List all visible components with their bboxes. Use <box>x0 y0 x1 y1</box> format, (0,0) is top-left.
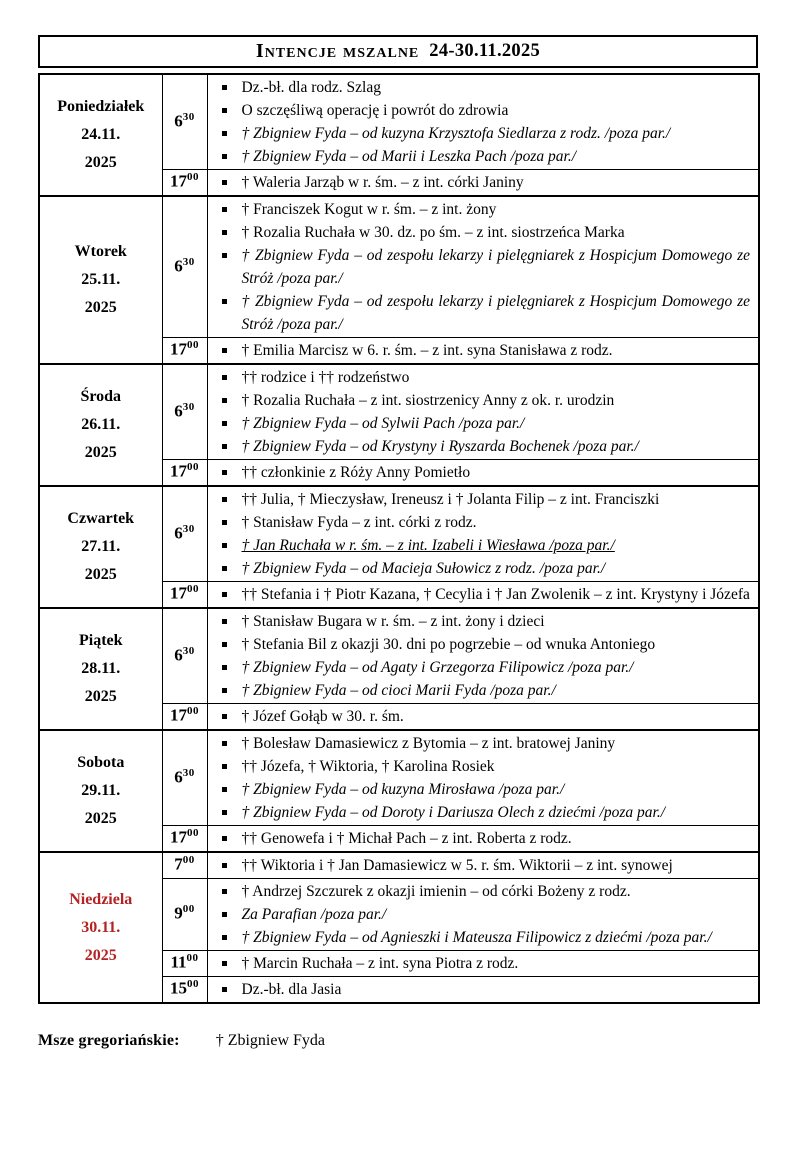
mass-time-cell <box>162 338 207 365</box>
mass-time-cell <box>162 74 207 170</box>
intention-text: †† członkinie z Róży Anny Pomietło <box>241 464 471 481</box>
intentions-cell <box>207 879 759 951</box>
intentions-cell <box>207 74 759 170</box>
square-bullet-icon <box>221 389 242 412</box>
intentions-cell <box>207 338 759 365</box>
square-bullet-icon <box>221 926 242 949</box>
title-box <box>38 35 758 68</box>
intention-item <box>221 903 751 926</box>
intentions-cell <box>207 486 759 582</box>
square-bullet-icon <box>221 633 242 656</box>
square-bullet-icon <box>221 705 242 728</box>
intention-item <box>221 435 751 458</box>
mass-slot-row <box>39 196 759 338</box>
intentions-cell <box>207 460 759 487</box>
mass-time-cell <box>162 196 207 338</box>
intention-text: † Zbigniew Fyda – od kuzyna Mirosława /poza par./ <box>241 781 565 798</box>
time-minutes: 30 <box>182 400 195 413</box>
intention-text: † Zbigniew Fyda – od kuzyna Krzysztofa Siedlarza z rodz. /poza par./ <box>241 125 671 142</box>
intention-item <box>221 827 751 850</box>
square-bullet-icon <box>221 880 242 903</box>
intention-item <box>221 732 751 755</box>
intention-text: † Zbigniew Fyda – od Doroty i Dariusza Olech z dziećmi /poza par./ <box>241 804 666 821</box>
intention-item <box>221 534 751 557</box>
square-bullet-icon <box>221 435 242 458</box>
gregorian-masses-row <box>38 1032 758 1050</box>
day-cell <box>39 196 162 364</box>
square-bullet-icon <box>221 583 242 606</box>
time-hour: 15 <box>170 978 187 998</box>
square-bullet-icon <box>221 511 242 534</box>
time-minutes: 30 <box>182 255 195 268</box>
day-name: Piątek <box>78 632 123 649</box>
intentions-cell <box>207 196 759 338</box>
intention-text: † Zbigniew Fyda – od Macieja Sułowicz z rodz. /poza par./ <box>241 560 606 577</box>
time-hour: 7 <box>174 854 183 874</box>
time-minutes: 30 <box>182 522 195 535</box>
time-minutes: 00 <box>187 583 199 596</box>
day-cell <box>39 852 162 1003</box>
time-hour: 17 <box>170 339 187 359</box>
mass-slot-row <box>39 486 759 582</box>
square-bullet-icon <box>221 221 242 244</box>
square-bullet-icon <box>221 610 242 633</box>
square-bullet-icon <box>221 339 242 362</box>
square-bullet-icon <box>221 366 242 389</box>
square-bullet-icon <box>221 76 242 99</box>
intentions-cell <box>207 608 759 704</box>
square-bullet-icon <box>221 488 242 511</box>
intention-item <box>221 679 751 702</box>
square-bullet-icon <box>221 171 242 194</box>
intention-item <box>221 952 751 975</box>
intention-item <box>221 557 751 580</box>
time-minutes: 00 <box>187 339 199 352</box>
intentions-cell <box>207 704 759 731</box>
square-bullet-icon <box>221 903 242 926</box>
mass-time-cell <box>162 460 207 487</box>
day-year: 2025 <box>84 688 117 705</box>
day-date: 25.11. <box>81 271 121 288</box>
intention-item <box>221 122 751 145</box>
intention-text: † Rozalia Ruchała w 30. dz. po śm. – z int. siostrzeńca Marka <box>241 224 625 241</box>
intention-item <box>221 76 751 99</box>
day-name: Wtorek <box>74 243 127 260</box>
square-bullet-icon <box>221 99 242 122</box>
time-hour: 17 <box>170 583 187 603</box>
square-bullet-icon <box>221 827 242 850</box>
intention-item <box>221 145 751 168</box>
day-date: 26.11. <box>81 416 121 433</box>
intentions-cell <box>207 852 759 879</box>
time-hour: 6 <box>174 401 183 421</box>
intention-text: † Zbigniew Fyda – od Marii i Leszka Pach /poza par./ <box>241 148 577 165</box>
mass-time-cell <box>162 608 207 704</box>
intention-text: † Stefania Bil z okazji 30. dni po pogrzebie – od wnuka Antoniego <box>241 636 656 653</box>
day-year: 2025 <box>84 946 117 964</box>
day-cell <box>39 364 162 486</box>
intention-text: † Józef Gołąb w 30. r. śm. <box>241 708 404 725</box>
intention-item <box>221 412 751 435</box>
time-hour: 6 <box>174 645 183 665</box>
intentions-cell <box>207 170 759 197</box>
time-minutes: 30 <box>182 644 195 657</box>
intention-item <box>221 778 751 801</box>
mass-slot-row <box>39 364 759 460</box>
square-bullet-icon <box>221 412 242 435</box>
gregorian-masses-value: † Zbigniew Fyda <box>215 1032 326 1049</box>
intention-text: † Andrzej Szczurek z okazji imienin – od córki Bożeny z rodz. <box>241 883 631 900</box>
intention-item <box>221 755 751 778</box>
day-name: Niedziela <box>69 890 133 908</box>
time-hour: 6 <box>174 523 183 543</box>
intentions-cell <box>207 730 759 826</box>
time-minutes: 00 <box>182 854 195 867</box>
page-title: Intencje mszalne <box>255 40 420 62</box>
mass-slot-row <box>39 730 759 826</box>
intention-item <box>221 656 751 679</box>
intention-item <box>221 705 751 728</box>
time-minutes: 00 <box>186 952 199 965</box>
day-year: 2025 <box>84 444 117 461</box>
intentions-cell <box>207 826 759 853</box>
day-name: Sobota <box>77 754 125 771</box>
time-minutes: 00 <box>187 171 199 184</box>
time-minutes: 00 <box>182 903 195 916</box>
square-bullet-icon <box>221 534 242 557</box>
day-cell <box>39 486 162 608</box>
time-hour: 9 <box>174 903 183 923</box>
time-hour: 6 <box>174 111 183 131</box>
intention-item <box>221 99 751 122</box>
time-hour: 6 <box>174 767 183 787</box>
day-date: 29.11. <box>81 782 121 799</box>
intention-text: † Zbigniew Fyda – od Krystyny i Ryszarda Bochenek /poza par./ <box>241 438 639 455</box>
time-minutes: 00 <box>187 978 199 991</box>
intention-text: †† Genowefa i † Michał Pach – z int. Roberta z rodz. <box>241 830 572 847</box>
square-bullet-icon <box>221 978 242 1001</box>
square-bullet-icon <box>221 732 242 755</box>
day-date: 28.11. <box>81 660 121 677</box>
square-bullet-icon <box>221 952 242 975</box>
square-bullet-icon <box>221 198 242 221</box>
intention-text: † Stanisław Fyda – z int. córki z rodz. <box>241 514 477 531</box>
intention-text: †† Wiktoria i † Jan Damasiewicz w 5. r. śm. Wiktorii – z int. synowej <box>241 857 673 874</box>
intention-item <box>221 511 751 534</box>
intention-item <box>221 488 751 511</box>
intention-item <box>221 461 751 484</box>
time-minutes: 00 <box>187 461 199 474</box>
intention-item <box>221 926 751 949</box>
intention-item <box>221 854 751 877</box>
square-bullet-icon <box>221 557 242 580</box>
intention-text: †† Józefa, † Wiktoria, † Karolina Rosiek <box>241 758 495 775</box>
intention-item <box>221 633 751 656</box>
intention-text: †† Julia, † Mieczysław, Ireneusz i † Jolanta Filip – z int. Franciszki <box>241 491 660 508</box>
title-date-range: 24-30.11.2025 <box>429 41 541 61</box>
mass-time-cell <box>162 951 207 977</box>
intention-item <box>221 339 751 362</box>
intention-text: † Franciszek Kogut w r. śm. – z int. żony <box>241 201 497 218</box>
square-bullet-icon <box>221 679 242 702</box>
gregorian-masses-label: Msze gregoriańskie: <box>38 1032 180 1049</box>
intention-text: †† rodzice i †† rodzeństwo <box>241 369 410 386</box>
mass-intentions-table <box>38 73 760 1004</box>
intention-text: † Zbigniew Fyda – od cioci Marii Fyda /poza par./ <box>241 682 556 699</box>
intention-text: † Zbigniew Fyda – od Sylwii Pach /poza par./ <box>241 415 525 432</box>
day-cell <box>39 74 162 196</box>
intentions-cell <box>207 977 759 1004</box>
day-year: 2025 <box>84 566 117 583</box>
day-date: 30.11. <box>81 918 121 936</box>
intention-text: † Rozalia Ruchała – z int. siostrzenicy Anny z ok. r. urodzin <box>241 392 615 409</box>
intention-item <box>221 978 751 1001</box>
mass-time-cell <box>162 364 207 460</box>
intention-item <box>221 171 751 194</box>
day-cell <box>39 608 162 730</box>
intention-item <box>221 198 751 221</box>
intention-text: † Zbigniew Fyda – od Agaty i Grzegorza Filipowicz /poza par./ <box>241 659 634 676</box>
square-bullet-icon <box>221 461 242 484</box>
mass-time-cell <box>162 486 207 582</box>
mass-time-cell <box>162 852 207 879</box>
intention-text: † Zbigniew Fyda – od zespołu lekarzy i pielęgniarek z Hospicjum Domowego ze Stróż /poza par./ <box>241 247 750 287</box>
day-year: 2025 <box>84 154 117 171</box>
time-hour: 17 <box>170 827 187 847</box>
square-bullet-icon <box>221 801 242 824</box>
intention-text: † Emilia Marcisz w 6. r. śm. – z int. syna Stanisława z rodz. <box>241 342 613 359</box>
time-hour: 6 <box>174 256 183 276</box>
intention-item <box>221 221 751 244</box>
time-hour: 17 <box>170 705 187 725</box>
time-minutes: 30 <box>182 110 195 123</box>
day-date: 27.11. <box>81 538 121 555</box>
intention-text: † Zbigniew Fyda – od Agnieszki i Mateusza Filipowicz z dziećmi /poza par./ <box>241 929 712 946</box>
square-bullet-icon <box>221 656 242 679</box>
intentions-cell <box>207 951 759 977</box>
day-name: Środa <box>80 388 122 405</box>
intention-item <box>221 244 751 290</box>
intention-text: † Marcin Ruchała – z int. syna Piotra z rodz. <box>241 955 519 972</box>
intention-text: † Waleria Jarząb w r. śm. – z int. córki Janiny <box>241 174 524 191</box>
time-minutes: 30 <box>182 766 195 779</box>
mass-time-cell <box>162 826 207 853</box>
intentions-cell <box>207 582 759 609</box>
intention-text: † Zbigniew Fyda – od zespołu lekarzy i pielęgniarek z Hospicjum Domowego ze Stróż /poza par./ <box>241 293 750 333</box>
time-minutes: 00 <box>187 705 199 718</box>
intention-item <box>221 801 751 824</box>
day-date: 24.11. <box>81 126 121 143</box>
intention-item <box>221 290 751 336</box>
time-minutes: 00 <box>187 827 199 840</box>
square-bullet-icon <box>221 854 242 877</box>
square-bullet-icon <box>221 244 242 290</box>
time-hour: 11 <box>170 952 187 972</box>
intention-text: Dz.-bł. dla Jasia <box>241 981 342 998</box>
intention-text: † Bolesław Damasiewicz z Bytomia – z int. bratowej Janiny <box>241 735 616 752</box>
mass-slot-row <box>39 74 759 170</box>
mass-slot-row <box>39 608 759 704</box>
mass-time-cell <box>162 977 207 1004</box>
square-bullet-icon <box>221 122 242 145</box>
mass-time-cell <box>162 730 207 826</box>
intention-item <box>221 583 751 606</box>
page <box>38 35 758 1050</box>
time-hour: 17 <box>170 171 187 191</box>
intention-item <box>221 880 751 903</box>
intention-text: † Stanisław Bugara w r. śm. – z int. żony i dzieci <box>241 613 545 630</box>
intention-item <box>221 389 751 412</box>
intention-text: † Jan Ruchała w r. śm. – z int. Izabeli i Wiesława /poza par./ <box>241 537 615 554</box>
square-bullet-icon <box>221 145 242 168</box>
intentions-cell <box>207 364 759 460</box>
day-year: 2025 <box>84 810 117 827</box>
time-hour: 17 <box>170 461 187 481</box>
intention-item <box>221 610 751 633</box>
mass-slot-row <box>39 852 759 879</box>
day-year: 2025 <box>84 299 117 316</box>
intention-text: Dz.-bł. dla rodz. Szlag <box>241 79 381 96</box>
intention-text: †† Stefania i † Piotr Kazana, † Cecylia i † Jan Zwolenik – z int. Krystyny i Józefa <box>241 586 750 603</box>
mass-time-cell <box>162 170 207 197</box>
intention-text: Za Parafian /poza par./ <box>241 906 387 923</box>
intention-item <box>221 366 751 389</box>
mass-time-cell <box>162 582 207 609</box>
mass-time-cell <box>162 704 207 731</box>
intention-text: O szczęśliwą operację i powrót do zdrowia <box>241 102 509 119</box>
day-cell <box>39 730 162 852</box>
square-bullet-icon <box>221 290 242 336</box>
square-bullet-icon <box>221 778 242 801</box>
mass-time-cell <box>162 879 207 951</box>
square-bullet-icon <box>221 755 242 778</box>
day-name: Poniedziałek <box>57 98 145 115</box>
day-name: Czwartek <box>67 510 135 527</box>
